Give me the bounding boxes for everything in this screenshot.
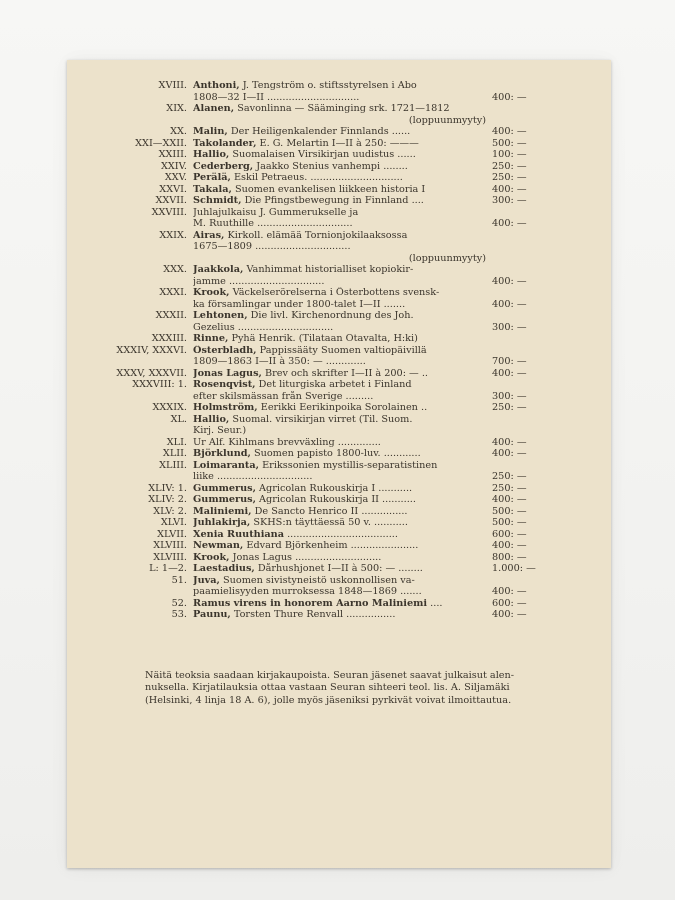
entry-text: Vanhimmat historialliset kopiokir- xyxy=(243,264,414,275)
entry-line xyxy=(193,437,488,449)
entry-price: 500: — xyxy=(492,505,527,517)
entry-line xyxy=(193,299,488,311)
series-number: XXXVIII: 1. xyxy=(132,379,187,390)
entry-title xyxy=(193,333,488,345)
publication-entry xyxy=(75,184,550,196)
series-number: XX. xyxy=(170,126,187,137)
entry-price: 400: — xyxy=(492,218,527,229)
entry-text: SKHS:n täyttäessä 50 v. ........... xyxy=(250,517,408,528)
entry-text: Suomen evankelisen liikkeen historia I xyxy=(231,183,426,195)
publication-entry xyxy=(75,598,550,610)
entry-price: 250: — xyxy=(492,471,527,482)
publication-entry xyxy=(75,80,550,103)
entry-line xyxy=(193,195,488,207)
entry-line xyxy=(193,264,488,276)
entry-text: Edvard Björkenheim ...................... xyxy=(243,540,419,551)
entry-title xyxy=(193,494,488,506)
series-number: 51. xyxy=(171,574,187,586)
entry-author: Paunu, xyxy=(193,609,231,620)
entry-author: Cederberg, xyxy=(193,160,254,172)
entry-title xyxy=(193,195,488,207)
entry-line xyxy=(193,506,488,518)
entry-price: 250: — xyxy=(492,482,527,494)
entry-author: Xenia Ruuthiana xyxy=(193,528,284,540)
entry-text: J. Tengström o. stiftsstyrelsen i Abo xyxy=(239,80,417,91)
entry-text: Jonas Lagus ............................ xyxy=(229,551,382,563)
entry-line xyxy=(193,241,488,253)
series-number: XIX. xyxy=(166,103,187,114)
entry-title xyxy=(193,138,488,150)
entry-text: 1675—1809 ............................... xyxy=(193,241,351,252)
entry-author: Gummerus, xyxy=(193,482,256,494)
entry-text: Der Heiligenkalender Finnlands ...... xyxy=(227,126,411,137)
entry-text: .................................... xyxy=(284,528,398,540)
entry-text: Pappissääty Suomen valtiopäivillä xyxy=(256,344,427,356)
entry-text: Savonlinna — Sääminging srk. 1721—1812 xyxy=(234,103,450,114)
entry-author: Newman, xyxy=(193,540,244,551)
entry-title xyxy=(193,437,488,449)
publication-entry xyxy=(75,460,550,483)
series-number: XXIV. xyxy=(161,160,187,172)
publication-entry xyxy=(75,494,550,506)
series-number: XXV. xyxy=(164,172,187,183)
series-number: XXI—XXII. xyxy=(135,137,187,149)
entry-line xyxy=(193,138,488,150)
entry-text: efter skilsmässan från Sverige ......... xyxy=(193,390,374,402)
entry-title xyxy=(193,506,488,518)
entry-price: 300: — xyxy=(492,195,527,206)
entry-text: jamme ............................... xyxy=(193,275,325,287)
publication-entry xyxy=(75,540,550,552)
entry-title xyxy=(193,575,488,598)
series-number: XLVI. xyxy=(160,517,187,528)
entry-line xyxy=(193,494,488,506)
publication-entry xyxy=(75,506,550,518)
entry-line xyxy=(193,586,488,598)
entry-author: Laestadius, xyxy=(193,563,255,574)
entry-price: 250: — xyxy=(492,172,527,183)
entry-title xyxy=(193,529,488,541)
entry-author: Gummerus, xyxy=(193,494,256,505)
entry-title xyxy=(193,414,488,437)
publication-entry xyxy=(75,368,550,380)
entry-author: Rosenqvist, xyxy=(193,379,256,390)
entry-title xyxy=(193,609,488,621)
entry-line xyxy=(193,609,488,621)
entry-text: Die livl. Kirchenordnung des Joh. xyxy=(247,310,414,321)
publication-entry xyxy=(75,230,550,265)
entry-author: Jonas Lagus, xyxy=(193,367,262,379)
entry-author: Alanen, xyxy=(193,103,235,114)
ordering-note xyxy=(145,670,555,707)
entry-line xyxy=(193,529,488,541)
entry-price: 600: — xyxy=(492,597,527,609)
publication-entry xyxy=(75,563,550,575)
entry-text: Dårhushjonet I—II à 500: — ........ xyxy=(254,563,423,574)
series-number: XXIII. xyxy=(158,149,187,160)
series-number: XLII. xyxy=(162,448,187,459)
entry-author: Takala, xyxy=(193,183,232,195)
entry-author: Airas, xyxy=(193,229,225,241)
publication-entry xyxy=(75,103,550,126)
entry-price: 400: — xyxy=(492,367,527,379)
entry-title xyxy=(193,540,488,552)
entry-price: 400: — xyxy=(492,494,527,505)
entry-text: 1808—32 I—II .............................. xyxy=(193,91,360,103)
entry-title xyxy=(193,161,488,173)
series-number: XLI. xyxy=(166,436,187,448)
entry-title xyxy=(193,264,488,287)
entry-price: 700: — xyxy=(492,356,527,367)
entry-text: liike ............................... xyxy=(193,471,313,482)
entry-title xyxy=(193,552,488,564)
entry-line xyxy=(193,471,488,483)
entry-line xyxy=(193,391,488,403)
publication-list xyxy=(75,80,550,621)
entry-author: Lehtonen, xyxy=(193,310,248,321)
entry-price: 400: — xyxy=(492,183,527,195)
series-number: XXXII. xyxy=(155,310,187,321)
entry-line xyxy=(193,276,488,288)
entry-author: Hallio, xyxy=(193,413,230,425)
entry-title xyxy=(193,172,488,184)
entry-line xyxy=(193,333,488,345)
series-number: 52. xyxy=(171,597,187,609)
entry-line xyxy=(193,80,488,92)
entry-line xyxy=(193,517,488,529)
entry-price: 800: — xyxy=(492,551,527,563)
entry-line xyxy=(193,540,488,552)
publication-entry xyxy=(75,287,550,310)
entry-text: Suomen sivistyneistö uskonnollisen va- xyxy=(219,574,415,586)
series-number: XXVIII. xyxy=(151,206,187,218)
entry-price: 400: — xyxy=(492,448,527,459)
entry-line xyxy=(193,103,488,115)
entry-text: .... xyxy=(427,597,443,609)
entry-price: 1.000: — xyxy=(492,563,536,574)
entry-price: 400: — xyxy=(492,275,527,287)
publication-entry xyxy=(75,138,550,150)
entry-price: 400: — xyxy=(492,540,527,551)
entry-author: Krook, xyxy=(193,287,230,298)
entry-line xyxy=(193,425,488,437)
entry-title xyxy=(193,184,488,196)
ordering-note-line: (Helsinki, 4 linja 18 A. 6), jolle myös jäseniksi pyrkivät voivat ilmoittautua. xyxy=(145,694,512,706)
entry-text: Jaakko Stenius vanhempi ........ xyxy=(253,160,408,172)
entry-text: E. G. Melartin I—II à 250: ——— xyxy=(256,137,419,149)
entry-line xyxy=(193,230,488,242)
entry-price: 250: — xyxy=(492,402,527,413)
entry-text: Det liturgiska arbetet i Finland xyxy=(255,379,412,390)
series-number: XLV: 2. xyxy=(153,505,187,517)
publication-entry xyxy=(75,414,550,437)
publication-entry xyxy=(75,379,550,402)
series-number: XXIX. xyxy=(159,229,187,241)
entry-text: De Sancto Henrico II ............... xyxy=(251,505,408,517)
entry-text: Torsten Thure Renvall ................ xyxy=(230,609,396,620)
entry-line xyxy=(193,207,488,219)
series-number: XXX. xyxy=(163,264,187,275)
series-number: XXXIII. xyxy=(151,333,187,344)
entry-text: M. Ruuthille ............................... xyxy=(193,218,353,229)
publication-entry xyxy=(75,161,550,173)
entry-line xyxy=(193,126,488,138)
entry-author: Björklund, xyxy=(193,448,251,459)
publication-entry xyxy=(75,529,550,541)
entry-line xyxy=(193,414,488,426)
entry-text: Eerikki Eerikinpoika Sorolainen .. xyxy=(257,402,428,413)
entry-title xyxy=(193,310,488,333)
entry-text: paamielisyyden murroksessa 1848—1869 ....... xyxy=(193,586,422,597)
entry-price: 400: — xyxy=(492,436,527,448)
entry-title xyxy=(193,460,488,483)
entry-text: Gezelius ............................... xyxy=(193,321,334,333)
publication-entry xyxy=(75,448,550,460)
entry-line xyxy=(193,483,488,495)
ordering-note-line: Näitä teoksia saadaan kirjakaupoista. Seuran jäsenet saavat julkaisut alen- xyxy=(145,670,515,681)
publication-entry xyxy=(75,310,550,333)
entry-author: Krook, xyxy=(193,551,230,563)
entry-line xyxy=(193,575,488,587)
entry-text: Eskil Petraeus. .............................. xyxy=(230,172,403,183)
entry-text: Die Pfingstbewegung in Finnland .... xyxy=(241,195,424,206)
entry-price: 100: — xyxy=(492,149,527,160)
entry-line xyxy=(193,184,488,196)
entry-title xyxy=(193,149,488,161)
entry-price: 400: — xyxy=(492,126,527,137)
entry-title xyxy=(193,379,488,402)
entry-author: Holmström, xyxy=(193,402,258,413)
entry-price: 400: — xyxy=(492,586,527,597)
publication-entry xyxy=(75,333,550,345)
entry-line xyxy=(193,287,488,299)
entry-line xyxy=(193,92,488,104)
series-number: XLIV: 2. xyxy=(148,494,187,505)
entry-price: 300: — xyxy=(492,321,527,333)
entry-title xyxy=(193,448,488,460)
series-number: 53. xyxy=(171,609,187,620)
series-number: XVIII. xyxy=(158,80,187,91)
entry-title xyxy=(193,517,488,529)
publication-entry xyxy=(75,172,550,184)
series-number: XXVI. xyxy=(159,183,187,195)
entry-title xyxy=(193,230,488,265)
entry-author: Jaakkola, xyxy=(193,264,244,275)
out-of-print-note: (loppuunmyyty) xyxy=(408,252,486,264)
entry-text: Agricolan Rukouskirja I ........... xyxy=(255,482,413,494)
entry-line xyxy=(193,345,488,357)
entry-line xyxy=(193,448,488,460)
series-number: XLIII. xyxy=(159,459,187,471)
entry-author: Hallio, xyxy=(193,149,230,160)
entry-price: 500: — xyxy=(492,137,527,149)
entry-title xyxy=(193,103,488,126)
entry-line xyxy=(193,172,488,184)
entry-price: 500: — xyxy=(492,517,527,528)
entry-author: Juva, xyxy=(193,574,220,586)
ordering-note-line: nuksella. Kirjatilauksia ottaa vastaan Seuran sihteeri teol. lis. A. Siljamäki xyxy=(145,682,510,694)
entry-text: Pyhä Henrik. (Tilataan Otavalta, H:ki) xyxy=(228,333,418,344)
entry-text: Brev och skrifter I—II à 200: — .. xyxy=(261,367,428,379)
entry-line xyxy=(193,379,488,391)
entry-text: ka församlingar under 1800-talet I—II ....... xyxy=(193,298,406,310)
entry-text: Suomen papisto 1800-luv. ............ xyxy=(250,448,421,459)
entry-title xyxy=(193,80,488,103)
entry-line xyxy=(193,552,488,564)
entry-price: 400: — xyxy=(492,298,527,310)
entry-line xyxy=(193,356,488,368)
entry-author: Maliniemi, xyxy=(193,505,252,517)
entry-line xyxy=(193,322,488,334)
entry-text: Agricolan Rukouskirja II ........... xyxy=(255,494,416,505)
series-number: XXVII. xyxy=(155,195,187,206)
series-number: L: 1—2. xyxy=(149,563,187,574)
entry-text: Suomalaisen Virsikirjan uudistus ...... xyxy=(229,149,416,160)
series-number: XL. xyxy=(170,413,187,425)
publication-entry xyxy=(75,517,550,529)
entry-line xyxy=(193,218,488,230)
entry-title xyxy=(193,207,488,230)
out-of-print-note: (loppuunmyyty) xyxy=(408,114,486,126)
entry-author: Perälä, xyxy=(193,172,231,183)
entry-author: Takolander, xyxy=(193,137,257,149)
publication-entry xyxy=(75,126,550,138)
series-number: XXXIX. xyxy=(152,402,187,413)
entry-title xyxy=(193,402,488,414)
entry-text: Kirj. Seur.) xyxy=(193,425,247,436)
entry-text: Kirkoll. elämää Tornionjokilaaksossa xyxy=(224,229,408,241)
entry-text: Väckelserörelserna i Österbottens svensk- xyxy=(229,287,440,298)
entry-price: 600: — xyxy=(492,528,527,540)
entry-author: Malin, xyxy=(193,126,228,137)
publication-entry xyxy=(75,207,550,230)
entry-author: Loimaranta, xyxy=(193,459,260,471)
entry-line xyxy=(193,598,488,610)
series-number: XLVIII. xyxy=(153,540,187,551)
publication-entry xyxy=(75,195,550,207)
series-number: XLVIII. xyxy=(153,551,187,563)
entry-line xyxy=(193,310,488,322)
entry-price: 400: — xyxy=(492,609,527,620)
entry-text: 1809—1863 I—II à 350: — ............. xyxy=(193,356,366,367)
series-number: XXXV, XXXVII. xyxy=(116,367,187,379)
entry-title xyxy=(193,563,488,575)
entry-author: Ramus virens in honorem Aarno Maliniemi xyxy=(193,597,428,609)
publication-entry xyxy=(75,437,550,449)
entry-title xyxy=(193,287,488,310)
publication-entry xyxy=(75,149,550,161)
publication-entry xyxy=(75,345,550,368)
publication-entry xyxy=(75,575,550,598)
entry-title xyxy=(193,483,488,495)
entry-text: Erikssonien mystillis-separatistinen xyxy=(259,459,438,471)
entry-line xyxy=(193,402,488,414)
publication-entry xyxy=(75,483,550,495)
entry-title xyxy=(193,126,488,138)
entry-line xyxy=(193,460,488,472)
series-number: XXXIV, XXXVI. xyxy=(116,344,187,356)
entry-price: 400: — xyxy=(492,91,527,103)
publication-entry xyxy=(75,264,550,287)
entry-title xyxy=(193,598,488,610)
entry-text: Suomal. virsikirjan virret (Til. Suom. xyxy=(229,413,413,425)
entry-text: Juhlajulkaisu J. Gummerukselle ja xyxy=(193,206,359,218)
entry-line xyxy=(193,563,488,575)
series-number: XLIV: 1. xyxy=(148,482,187,494)
entry-author: Juhlakirja, xyxy=(193,517,251,528)
entry-author: Rinne, xyxy=(193,333,229,344)
entry-line xyxy=(193,149,488,161)
entry-author: Schmidt, xyxy=(193,195,242,206)
entry-title xyxy=(193,345,488,368)
entry-text: Ur Alf. Kihlmans brevväxling .............. xyxy=(193,436,381,448)
series-number: XLVII. xyxy=(157,528,187,540)
entry-line xyxy=(193,161,488,173)
entry-price: 300: — xyxy=(492,390,527,402)
entry-author: Österbladh, xyxy=(193,344,257,356)
entry-title xyxy=(193,368,488,380)
series-number: XXXI. xyxy=(159,287,187,298)
entry-line xyxy=(193,368,488,380)
entry-price: 250: — xyxy=(492,160,527,172)
publication-entry xyxy=(75,609,550,621)
publication-entry xyxy=(75,402,550,414)
publication-entry xyxy=(75,552,550,564)
entry-author: Anthoni, xyxy=(193,80,240,91)
